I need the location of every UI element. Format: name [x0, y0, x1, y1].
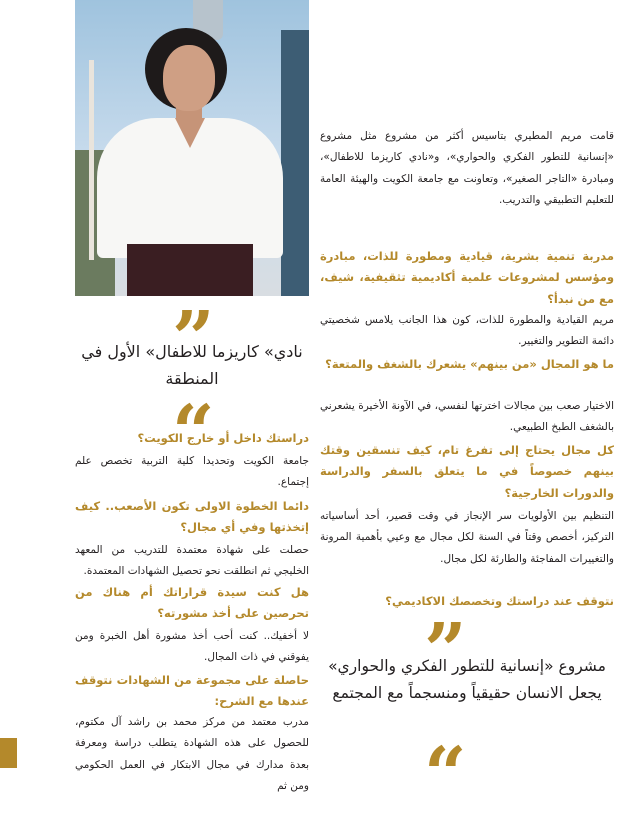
intro-paragraph: قامت مريم المطيري بتاسيس أكثر من مشروع مثل مشروع «إنسانية للتطور الفكري والحواري»، و«نادي كاريزما للاطفال»، ومبادرة «التاجر الصغير»، وتعاونت مع جامعة الكويت والهيئة العامة للتعليم التطبيقي والتدريب.: [320, 130, 614, 206]
photo-pants: [127, 244, 253, 296]
question-heading: نتوقف عند دراستك وتخصصك الاكاديمي؟: [385, 594, 614, 608]
opening-quote-mark-icon: [424, 738, 467, 780]
question-heading: حاصلة على مجموعة من الشهادات نتوقف عندها مع الشرح:: [75, 673, 309, 709]
photo-face: [163, 45, 215, 111]
answer-paragraph: الاختيار صعب بين مجالات اخترتها لنفسي، في الآونة الأخيرة يشعرني بالشغف الطبخ الطبيعي.: [320, 400, 614, 434]
photo-collar: [175, 118, 205, 148]
photo-building: [281, 30, 309, 296]
answer-paragraph: مدرب معتمد من مركز محمد بن راشد آل مكتوم، للحصول على هذه الشهادة يتطلب دراسة ومعرفة بعدة مدارك في مجال الابتكار في العمل الحكومي ومن ثم: [75, 716, 309, 792]
question-heading: ما هو المجال «من بينهم» يشعرك بالشغف والمتعة؟: [325, 357, 614, 371]
question-heading: مدربة تنمية بشرية، قيادية ومطورة للذات، مبادرة ومؤسس لمشروعات علمية أكاديمية تثقيفية، شيف، مع من نبدأ؟: [320, 249, 614, 306]
photo-pole: [89, 60, 94, 260]
answer-paragraph: مريم القيادية والمطورة للذات، كون هذا الجانب يلامس شخصيتي دائمة التطوير والتغيير.: [320, 314, 614, 348]
answer-paragraph: التنظيم بين الأولويات سر الإنجاز في وقت قصير، أحد أساسياته التركيز، أخصص وقتاً في السنة لكل مجال مع وعيي بأهمية المرونة والتغييرات المفاجئة والطارئة لكل مجال.: [320, 510, 614, 565]
left-pull-quote: نادي» كاريزما للاطفال» الأول في المنطقة: [81, 342, 303, 388]
answer-paragraph: جامعة الكويت وتحديدا كلية التربية تخصص علم إجتماع.: [75, 455, 309, 489]
answer-paragraph: لا أخفيك.. كنت أحب أخذ مشورة أهل الخبرة ومن يفوقني في ذات المجال.: [75, 630, 309, 664]
portrait-photo: [75, 0, 309, 296]
question-heading: دراستك داخل أو خارج الكويت؟: [137, 431, 309, 445]
closing-quote-mark-icon: [424, 614, 467, 656]
right-pull-quote: مشروع «إنسانية للتطور الفكري والحواري» يجعل الانسان حقيقياً ومنسجماً مع المجتمع: [328, 657, 606, 702]
page-edge-tab: [0, 738, 17, 768]
question-heading: هل كنت سيدة قراراتك أم هناك من تحرصين على أخذ مشورته؟: [75, 585, 309, 621]
answer-paragraph: حصلت على شهادة معتمدة للتدريب من المعهد الخليجي ثم انطلقت نحو تحصيل الشهادات المعتمدة.: [75, 544, 309, 578]
question-heading: دائما الخطوة الاولى تكون الأصعب.. كيف إتخذتها وفي أي مجال؟: [75, 499, 309, 535]
question-heading: كل مجال يحتاج إلى تفرغ تام، كيف تنسقين وقتك بينهم خصوصاً في ما يتعلق بالسفر والدراسة والدورات الخارجية؟: [320, 443, 614, 500]
